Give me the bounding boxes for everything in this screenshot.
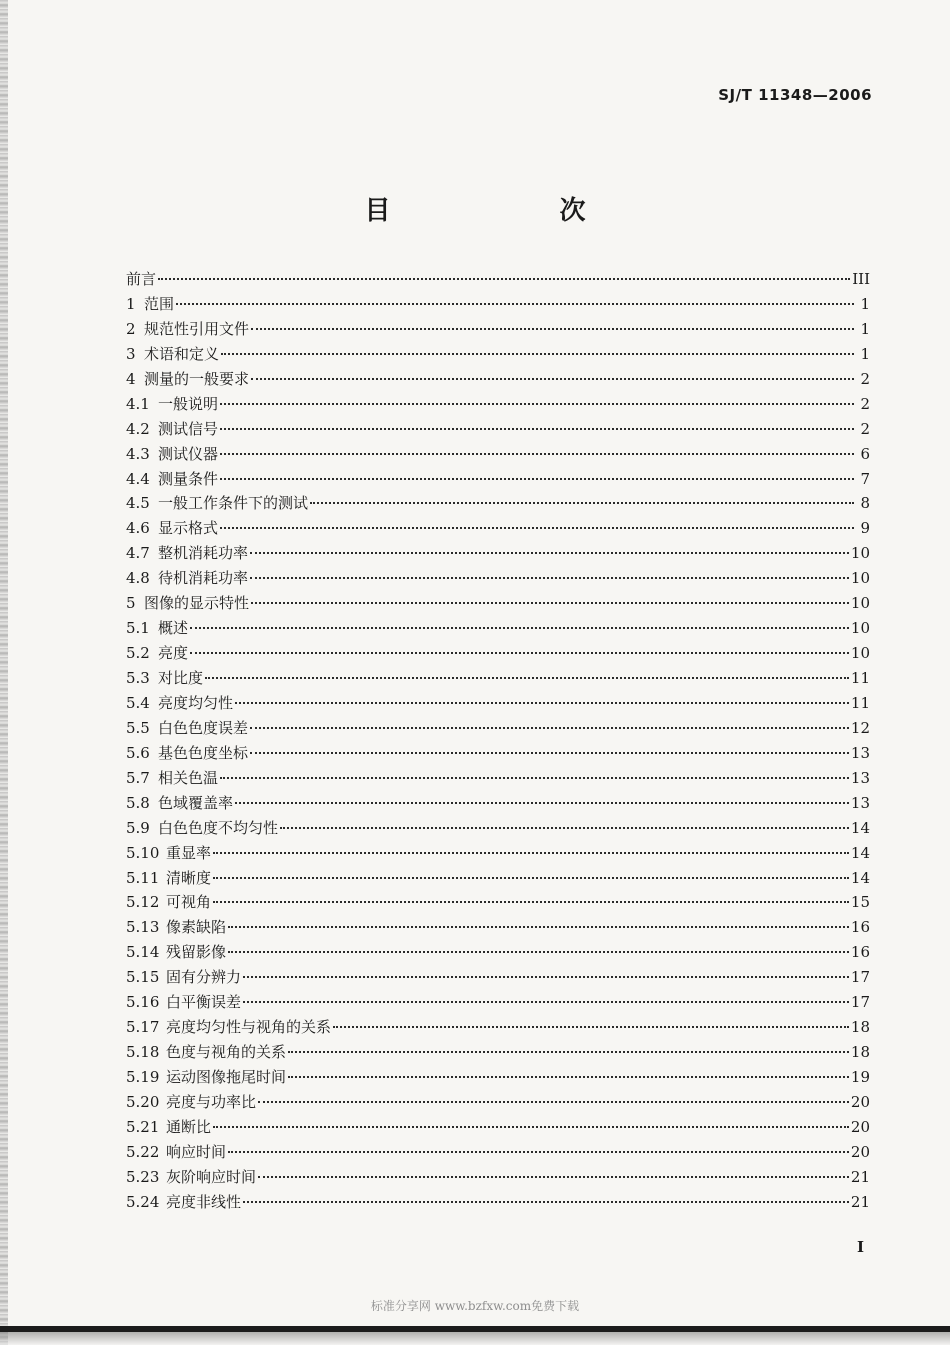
toc-entry[interactable] [126, 1190, 870, 1215]
toc-entry-title: 色域覆盖率 [158, 793, 234, 812]
toc-entry-page: 1 [860, 319, 870, 338]
toc-entry-page: 18 [850, 1018, 870, 1037]
toc-entry-title: 亮度均匀性 [158, 693, 234, 712]
toc-leader-dots [220, 428, 854, 430]
toc-leader-dots [213, 852, 849, 854]
toc-leader-dots [243, 1201, 849, 1203]
toc-entry[interactable] [126, 666, 870, 691]
toc-entry-title: 范围 [144, 294, 175, 313]
page-number: I [856, 1238, 864, 1256]
toc-entry-title: 测试仪器 [158, 444, 219, 463]
toc-entry-page: 9 [860, 519, 870, 538]
toc-leader-dots [228, 1151, 849, 1153]
toc-entry-number: 4.1 [126, 394, 150, 413]
toc-entry-page: 15 [850, 893, 870, 912]
toc-entry-page: 1 [860, 294, 870, 313]
toc-entry[interactable] [126, 716, 870, 741]
toc-entry[interactable] [126, 791, 870, 816]
toc-entry[interactable] [126, 392, 870, 417]
standard-number: SJ/T 11348—2006 [718, 86, 872, 104]
toc-entry[interactable] [126, 516, 870, 541]
toc-entry[interactable] [126, 367, 870, 392]
toc-entry-title: 概述 [158, 619, 189, 638]
toc-entry-number: 5.10 [126, 843, 160, 862]
toc-leader-dots [258, 1176, 849, 1178]
page-title [0, 190, 950, 227]
toc-entry[interactable] [126, 741, 870, 766]
toc-entry[interactable] [126, 541, 870, 566]
toc-entry-number: 5.16 [126, 993, 160, 1012]
toc-entry-page: 10 [850, 594, 870, 613]
toc-entry-number: 5.5 [126, 718, 150, 737]
toc-entry-title: 前言 [126, 270, 157, 288]
toc-entry-number: 5.21 [126, 1117, 160, 1136]
toc-leader-dots [243, 976, 849, 978]
toc-entry-number: 5.24 [126, 1192, 160, 1211]
toc-entry[interactable] [126, 1090, 870, 1115]
toc-entry-page: 18 [850, 1043, 870, 1062]
toc-entry[interactable] [126, 766, 870, 791]
toc-entry[interactable] [126, 1140, 870, 1165]
toc-entry-title: 测试信号 [158, 419, 219, 438]
toc-entry[interactable] [126, 990, 870, 1015]
toc-entry-page: 2 [860, 419, 870, 438]
toc-entry-page: 11 [850, 693, 870, 712]
toc-entry-title: 通断比 [166, 1117, 212, 1136]
toc-entry[interactable] [126, 342, 870, 367]
toc-entry-number: 5.14 [126, 943, 160, 962]
toc-entry-number: 4.4 [126, 469, 150, 488]
toc-entry-page: 20 [850, 1092, 870, 1111]
toc-leader-dots [228, 926, 849, 928]
toc-entry-page: 2 [860, 369, 870, 388]
toc-entry-number: 4.8 [126, 569, 150, 588]
toc-leader-dots [205, 677, 849, 679]
toc-entry[interactable] [126, 1165, 870, 1190]
toc-entry-title: 清晰度 [166, 868, 212, 887]
toc-entry-number: 5.18 [126, 1043, 160, 1062]
toc-entry-title: 灰阶响应时间 [166, 1167, 257, 1186]
toc-leader-dots [258, 1101, 849, 1103]
toc-entry-page: 10 [850, 569, 870, 588]
toc-leader-dots [213, 901, 849, 903]
toc-entry[interactable] [126, 417, 870, 442]
toc-entry[interactable] [126, 890, 870, 915]
toc-leader-dots [190, 627, 849, 629]
toc-entry-title: 测量的一般要求 [144, 369, 250, 388]
toc-entry[interactable] [126, 491, 870, 516]
toc-entry-title: 白色色度误差 [158, 718, 249, 737]
toc-entry-title: 相关色温 [158, 768, 219, 787]
toc-entry-title: 整机消耗功率 [158, 544, 249, 563]
toc-entry[interactable] [126, 267, 870, 292]
toc-entry-page: 10 [850, 644, 870, 663]
toc-leader-dots [220, 777, 849, 779]
toc-leader-dots [176, 303, 854, 305]
toc-entry-page: 8 [860, 494, 870, 513]
toc-entry-page: 13 [850, 768, 870, 787]
toc-entry-number: 5.6 [126, 743, 150, 762]
toc-leader-dots [243, 1001, 849, 1003]
toc-entry-page: 7 [860, 469, 870, 488]
toc-entry-title: 一般工作条件下的测试 [158, 494, 309, 513]
toc-entry-title: 残留影像 [166, 943, 227, 962]
toc-entry-number: 5.11 [126, 868, 160, 887]
toc-entry-number: 5.13 [126, 918, 160, 937]
toc-leader-dots [251, 378, 854, 380]
table-of-contents [126, 267, 870, 1215]
toc-entry-number: 5.7 [126, 768, 150, 787]
toc-entry-page: 17 [850, 993, 870, 1012]
watermark: 标准分享网 www.bzfxw.com免费下载 [370, 1299, 580, 1313]
toc-entry-page: 20 [850, 1142, 870, 1161]
toc-entry[interactable] [126, 1015, 870, 1040]
toc-entry-page: 6 [860, 444, 870, 463]
toc-entry-number: 1 [126, 294, 136, 313]
toc-entry-title: 亮度均匀性与视角的关系 [166, 1018, 332, 1037]
toc-entry-number: 4.5 [126, 494, 150, 513]
toc-leader-dots [251, 328, 854, 330]
toc-entry-title: 测量条件 [158, 469, 219, 488]
toc-entry[interactable] [126, 1040, 870, 1065]
toc-entry-number: 4.7 [126, 544, 150, 563]
toc-entry-number: 2 [126, 319, 136, 338]
toc-entry-title: 运动图像拖尾时间 [166, 1068, 287, 1086]
toc-entry-number: 5.4 [126, 693, 150, 712]
toc-entry[interactable] [126, 940, 870, 965]
toc-entry[interactable] [126, 841, 870, 866]
toc-entry-page: 13 [850, 743, 870, 762]
toc-entry-page: 16 [850, 943, 870, 962]
toc-leader-dots [220, 453, 854, 455]
toc-entry-number: 5.20 [126, 1092, 160, 1111]
toc-entry-title: 亮度非线性 [166, 1192, 242, 1211]
toc-entry-page: 13 [850, 793, 870, 812]
toc-entry-number: 5.15 [126, 968, 160, 987]
toc-leader-dots [250, 577, 849, 579]
toc-entry-title: 显示格式 [158, 519, 219, 538]
toc-entry[interactable] [126, 1115, 870, 1140]
toc-entry-title: 对比度 [158, 669, 204, 687]
toc-leader-dots [235, 702, 849, 704]
toc-entry-page: 14 [850, 818, 870, 837]
toc-entry[interactable] [126, 292, 870, 317]
toc-entry-title: 像素缺陷 [166, 918, 227, 937]
toc-entry[interactable] [126, 591, 870, 616]
toc-entry-page: 11 [850, 669, 870, 687]
toc-leader-dots [220, 478, 854, 480]
toc-leader-dots [280, 827, 849, 829]
toc-leader-dots [213, 1126, 849, 1128]
toc-leader-dots [310, 502, 854, 504]
toc-entry-page: 2 [860, 394, 870, 413]
toc-entry-title: 规范性引用文件 [144, 319, 250, 338]
toc-entry-number: 5.9 [126, 818, 150, 837]
toc-entry-page: 20 [850, 1117, 870, 1136]
toc-leader-dots [333, 1026, 849, 1028]
toc-leader-dots [235, 802, 849, 804]
toc-entry-page: 16 [850, 918, 870, 937]
toc-entry[interactable] [126, 691, 870, 716]
toc-entry[interactable] [126, 566, 870, 591]
toc-entry-number: 5.8 [126, 793, 150, 812]
toc-entry-title: 固有分辨力 [166, 968, 242, 987]
toc-entry-page: 17 [850, 968, 870, 987]
toc-entry[interactable] [126, 641, 870, 666]
toc-entry-number: 5.2 [126, 644, 150, 663]
toc-entry-number: 5.22 [126, 1142, 160, 1161]
toc-leader-dots [220, 403, 854, 405]
toc-entry-title: 色度与视角的关系 [166, 1043, 287, 1062]
toc-entry-number: 5.12 [126, 893, 160, 912]
toc-entry-page: 14 [850, 868, 870, 887]
toc-entry[interactable] [126, 965, 870, 990]
toc-entry-page: 21 [850, 1192, 870, 1211]
toc-entry[interactable] [126, 816, 870, 841]
toc-entry-number: 4 [126, 369, 136, 388]
toc-entry[interactable] [126, 1065, 870, 1090]
toc-entry-number: 5.19 [126, 1068, 160, 1086]
toc-entry-number: 4.3 [126, 444, 150, 463]
toc-entry-title: 亮度与功率比 [166, 1092, 257, 1111]
toc-leader-dots [158, 278, 850, 280]
toc-entry-page: 10 [850, 619, 870, 638]
toc-entry[interactable] [126, 866, 870, 891]
toc-leader-dots [288, 1076, 849, 1078]
toc-leader-dots [251, 602, 849, 604]
toc-leader-dots [213, 877, 849, 879]
toc-entry-title: 白色色度不均匀性 [158, 818, 279, 837]
toc-entry-number: 5.17 [126, 1018, 160, 1037]
toc-entry-number: 3 [126, 344, 136, 363]
toc-entry-title: 响应时间 [166, 1142, 227, 1161]
toc-entry[interactable] [126, 317, 870, 342]
toc-entry-page: III [852, 270, 870, 288]
toc-entry-title: 亮度 [158, 644, 189, 663]
toc-leader-dots [288, 1051, 849, 1053]
toc-entry-title: 图像的显示特性 [144, 594, 250, 613]
toc-entry[interactable] [126, 442, 870, 467]
toc-leader-dots [228, 951, 849, 953]
toc-entry[interactable] [126, 915, 870, 940]
toc-entry-title: 待机消耗功率 [158, 569, 249, 588]
toc-entry-number: 5.1 [126, 619, 150, 638]
toc-entry-number: 4.2 [126, 419, 150, 438]
toc-entry-page: 21 [850, 1167, 870, 1186]
toc-entry-page: 14 [850, 843, 870, 862]
toc-entry-title: 一般说明 [158, 394, 219, 413]
toc-entry[interactable] [126, 616, 870, 641]
toc-entry-title: 术语和定义 [144, 344, 220, 363]
toc-entry-page: 19 [850, 1068, 870, 1086]
toc-leader-dots [220, 527, 854, 529]
toc-leader-dots [221, 353, 854, 355]
toc-entry-page: 10 [850, 544, 870, 563]
toc-entry-number: 5 [126, 594, 136, 613]
toc-entry-page: 1 [860, 344, 870, 363]
toc-entry-title: 白平衡误差 [166, 993, 242, 1012]
page-title-text: 目 次 [364, 196, 666, 226]
toc-entry[interactable] [126, 467, 870, 492]
toc-entry-number: 5.23 [126, 1167, 160, 1186]
toc-entry-title: 可视角 [166, 893, 212, 912]
toc-entry-title: 基色色度坐标 [158, 743, 249, 762]
toc-entry-number: 5.3 [126, 669, 150, 687]
toc-leader-dots [250, 752, 849, 754]
toc-entry-title: 重显率 [166, 843, 212, 862]
toc-leader-dots [190, 652, 849, 654]
toc-leader-dots [250, 552, 849, 554]
scan-bottom-shadow [0, 1332, 950, 1345]
toc-entry-page: 12 [850, 718, 870, 737]
toc-leader-dots [250, 727, 849, 729]
toc-entry-number: 4.6 [126, 519, 150, 538]
